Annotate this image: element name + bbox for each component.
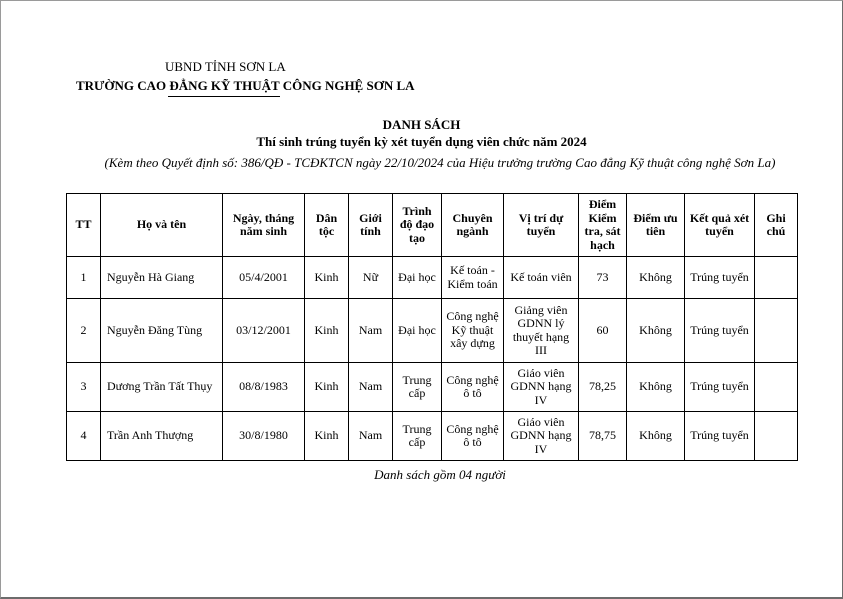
cell-tt: 2 [67,299,101,363]
cell-tt: 3 [67,363,101,412]
cell-gender: Nữ [349,257,393,299]
header-name: Họ và tên [101,194,223,257]
cell-education: Trung cấp [393,412,442,461]
cell-ethnicity: Kinh [305,257,349,299]
cell-priority: Không [627,257,685,299]
header-priority: Điểm ưu tiên [627,194,685,257]
cell-name: Trần Anh Thượng [101,412,223,461]
cell-score: 78,25 [579,363,627,412]
cell-tt: 4 [67,412,101,461]
header-position: Vị trí dự tuyển [504,194,579,257]
agency-name: UBND TỈNH SƠN LA [165,59,286,74]
cell-ethnicity: Kinh [305,363,349,412]
cell-note [755,299,798,363]
cell-note [755,412,798,461]
cell-tt: 1 [67,257,101,299]
school-name: TRƯỜNG CAO ĐẲNG KỸ THUẬT CÔNG NGHỆ SƠN LA [76,78,415,93]
cell-name: Nguyễn Đăng Tùng [101,299,223,363]
list-summary: Danh sách gồm 04 người [374,467,506,482]
cell-score: 60 [579,299,627,363]
cell-result: Trúng tuyển [685,257,755,299]
cell-position: Giảng viên GDNN lý thuyết hạng III [504,299,579,363]
cell-position: Kế toán viên [504,257,579,299]
cell-major: Công nghệ ô tô [442,412,504,461]
cell-major: Công nghệ ô tô [442,363,504,412]
cell-result: Trúng tuyển [685,363,755,412]
table-header-row [67,194,798,257]
cell-gender: Nam [349,363,393,412]
cell-dob: 03/12/2001 [223,299,305,363]
cell-priority: Không [627,363,685,412]
header-gender: Giới tính [349,194,393,257]
table-row [67,257,798,299]
cell-note [755,363,798,412]
cell-result: Trúng tuyển [685,412,755,461]
cell-score: 73 [579,257,627,299]
cell-note [755,257,798,299]
cell-gender: Nam [349,299,393,363]
table-row [67,299,798,363]
cell-major: Công nghệ Kỹ thuật xây dựng [442,299,504,363]
header-note: Ghi chú [755,194,798,257]
cell-education: Trung cấp [393,363,442,412]
header-score: Điểm Kiểm tra, sát hạch [579,194,627,257]
cell-name: Dương Trần Tất Thụy [101,363,223,412]
candidates-table [66,193,798,461]
cell-priority: Không [627,412,685,461]
header-education: Trình độ đạo tạo [393,194,442,257]
cell-name: Nguyễn Hà Giang [101,257,223,299]
cell-score: 78,75 [579,412,627,461]
document-title: DANH SÁCH [382,117,461,132]
table-row [67,363,798,412]
cell-position: Giáo viên GDNN hạng IV [504,412,579,461]
cell-dob: 08/8/1983 [223,363,305,412]
cell-dob: 30/8/1980 [223,412,305,461]
cell-priority: Không [627,299,685,363]
document-subtitle: Thí sinh trúng tuyển kỳ xét tuyển dụng viên chức năm 2024 [256,134,587,149]
cell-ethnicity: Kinh [305,299,349,363]
cell-result: Trúng tuyển [685,299,755,363]
cell-major: Kế toán - Kiểm toán [442,257,504,299]
cell-education: Đại học [393,299,442,363]
header-result: Kết quả xét tuyển [685,194,755,257]
header-dob: Ngày, tháng năm sinh [223,194,305,257]
cell-gender: Nam [349,412,393,461]
header-ethnicity: Dân tộc [305,194,349,257]
cell-dob: 05/4/2001 [223,257,305,299]
cell-education: Đại học [393,257,442,299]
decision-reference: (Kèm theo Quyết định số: 386/QĐ - TCĐKTCN ngày 22/10/2024 của Hiệu trưởng trường Cao đẳng Kỹ thuật công nghệ Sơn La) [104,155,776,170]
header-major: Chuyên ngành [442,194,504,257]
header-tt: TT [67,194,101,257]
table-row [67,412,798,461]
header-underline [168,96,280,97]
cell-ethnicity: Kinh [305,412,349,461]
cell-position: Giáo viên GDNN hạng IV [504,363,579,412]
